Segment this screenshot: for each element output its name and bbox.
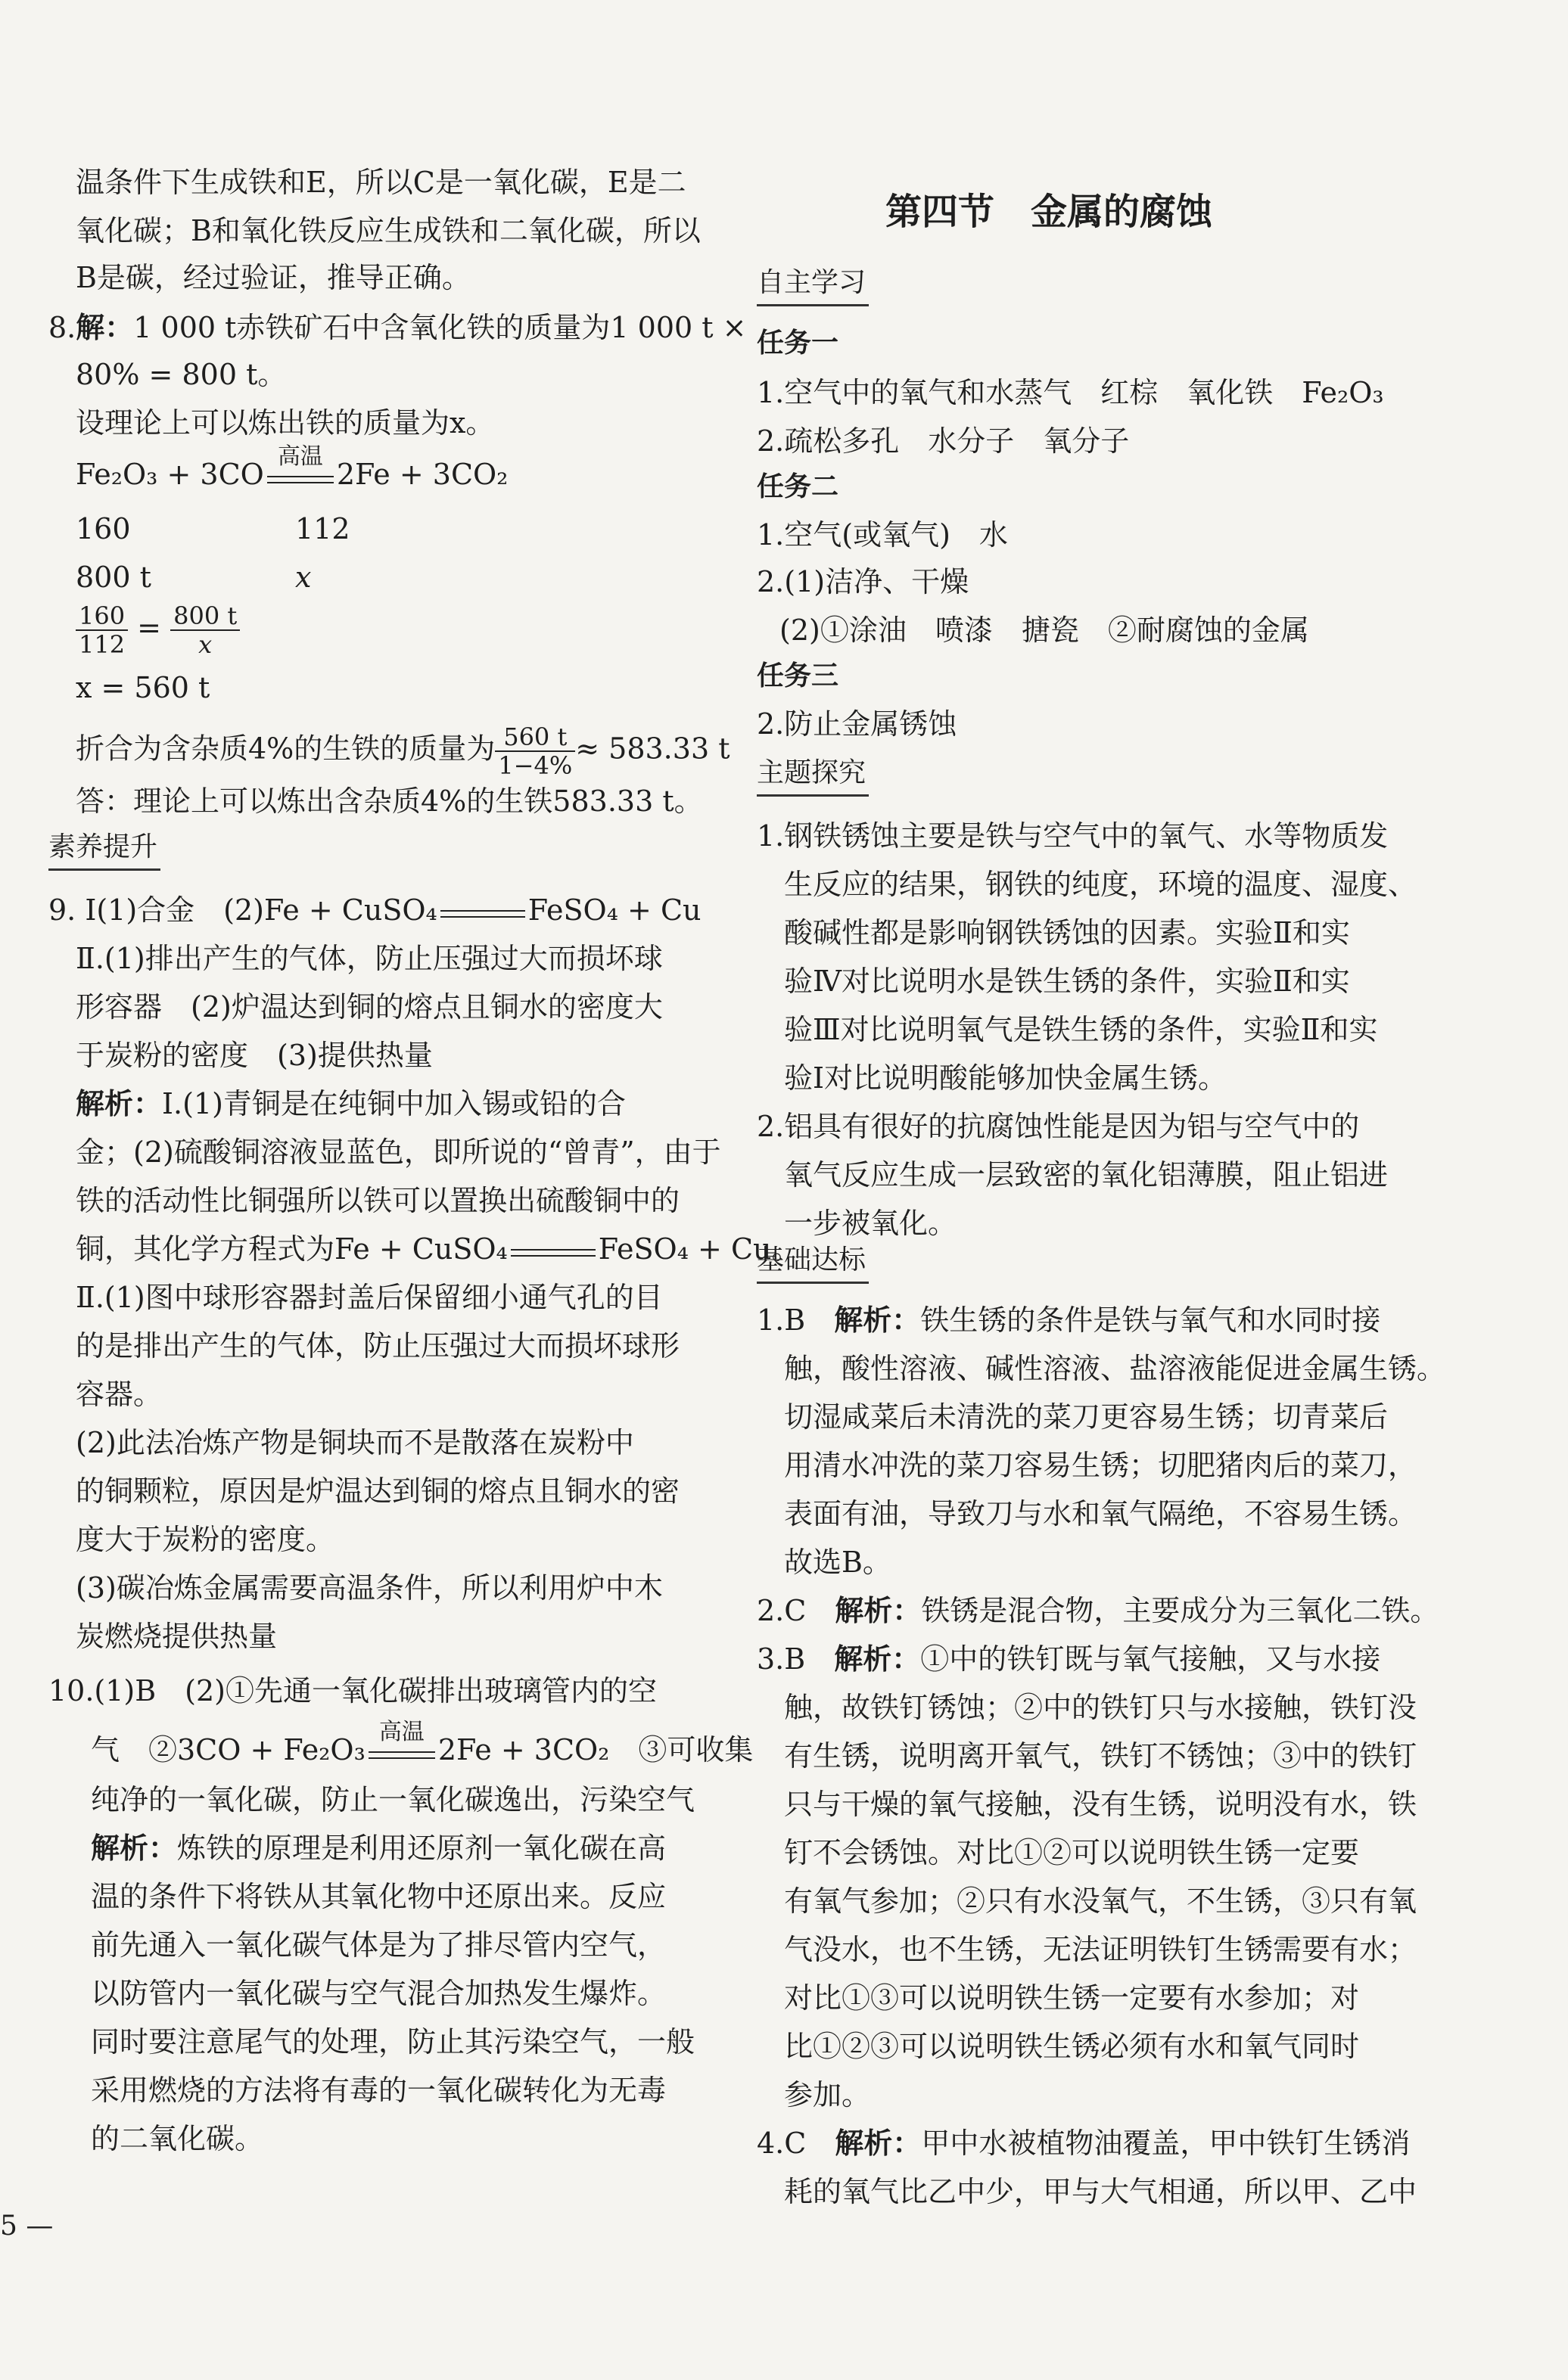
text-line: 用清水冲洗的菜刀容易生锈；切肥猪肉后的菜刀， xyxy=(784,1449,1417,1482)
q10-text: 2Fe + 3CO₂ ③可收集 xyxy=(437,1733,754,1766)
text-line: 表面有油，导致刀与水和氧气隔绝，不容易生锈。 xyxy=(784,1497,1417,1530)
conversion-text: 折合为含杂质4%的生铁的质量为 xyxy=(76,732,496,766)
text-line: 炭燃烧提供热量 xyxy=(76,1620,278,1653)
task-heading: 任务一 xyxy=(757,328,839,359)
answer-choice: 2.C xyxy=(757,1594,835,1627)
analysis-text: ①中的铁钉既与氧气接触，又与水接 xyxy=(920,1642,1381,1676)
analysis-text: 铁锈是混合物，主要成分为三氧化二铁。 xyxy=(921,1594,1439,1627)
equals-arrow xyxy=(437,898,528,928)
text-line: x = 560 t xyxy=(76,671,210,704)
analysis-label: 解析： xyxy=(835,1594,922,1627)
analysis-text: FeSO₄ + Cu。 xyxy=(598,1232,801,1266)
equals-arrow xyxy=(508,1237,599,1267)
equation xyxy=(76,443,509,492)
text-line: 参加。 xyxy=(784,2078,871,2111)
conversion-line xyxy=(76,723,730,779)
numerator: 560 t xyxy=(495,723,575,752)
analysis-text: 铜，其化学方程式为Fe + CuSO₄ xyxy=(76,1232,508,1266)
eq-products: 2Fe + 3CO₂ xyxy=(336,458,509,491)
reaction-condition: 高温 xyxy=(378,1718,425,1745)
text-line: 有氧气参加；②只有水没氧气，不生锈，③只有氧 xyxy=(784,1884,1417,1918)
section-title: 第四节 金属的腐蚀 xyxy=(885,191,1213,233)
text-line: (3)碳冶炼金属需要高温条件，所以利用炉中木 xyxy=(76,1571,663,1605)
text-line: 验Ⅲ对比说明氧气是铁生锈的条件，实验Ⅱ和实 xyxy=(784,1013,1378,1046)
text-line: 形容器 (2)炉温达到铜的熔点且铜水的密度大 xyxy=(76,990,663,1024)
reaction-condition: 高温 xyxy=(277,443,323,470)
text-line: 氧气反应生成一层致密的氧化铝薄膜，阻止铝进 xyxy=(784,1158,1389,1192)
text-line: 钉不会锈蚀。对比①②可以说明铁生锈一定要 xyxy=(784,1836,1360,1869)
denominator: 1−4% xyxy=(498,751,573,780)
answer-item xyxy=(757,1303,1380,1338)
analysis-label: 解析： xyxy=(76,1087,163,1120)
text-line: 耗的氧气比乙中少，甲与大气相通，所以甲、乙中 xyxy=(784,2175,1417,2208)
q9-text: 9. Ⅰ(1)合金 (2)Fe + CuSO₄ xyxy=(48,893,437,927)
conversion-result: ≈ 583.33 t xyxy=(575,732,730,766)
reaction-arrow xyxy=(264,443,337,492)
analysis-text: 甲中水被植物油覆盖，甲中铁钉生锈消 xyxy=(921,2127,1411,2160)
text-line: 金；(2)硫酸铜溶液显蓝色，即所说的“曾青”，由于 xyxy=(76,1136,721,1169)
reaction-arrow xyxy=(366,1718,438,1768)
text-line: 的是排出产生的气体，防止压强过大而损坏球形 xyxy=(76,1329,680,1362)
equation-line xyxy=(76,1232,801,1267)
text-line: 一步被氧化。 xyxy=(784,1207,957,1240)
text-line: 铁的活动性比铜强所以铁可以置换出硫酸铜中的 xyxy=(76,1184,680,1217)
analysis-text: Ⅰ.(1)青铜是在纯铜中加入锡或铅的合 xyxy=(162,1087,626,1120)
mass-value: 112 xyxy=(295,512,350,545)
q8-text: 1 000 t赤铁矿石中含氧化铁的质量为1 000 t × xyxy=(133,311,747,344)
mass-value: 160 xyxy=(76,512,131,545)
task-heading: 任务三 xyxy=(757,660,839,691)
text-line: 1.空气中的氧气和水蒸气 红棕 氧化铁 Fe₂O₃ xyxy=(757,376,1384,409)
numerator: 160 xyxy=(76,602,128,631)
text-line: 的二氧化碳。 xyxy=(91,2122,264,2155)
text-line: 容器。 xyxy=(76,1378,163,1411)
text-line: 酸碱性都是影响钢铁锈蚀的因素。实验Ⅱ和实 xyxy=(784,916,1350,949)
analysis-text: 铁生锈的条件是铁与氧气和水同时接 xyxy=(920,1303,1381,1337)
fraction xyxy=(495,723,575,779)
text-line: 触，故铁钉锈蚀；②中的铁钉只与水接触，铁钉没 xyxy=(784,1691,1417,1724)
text-line: 同时要注意尾气的处理，防止其污染空气，一般 xyxy=(91,2025,695,2058)
analysis-label: 解析： xyxy=(835,2127,922,2160)
text-line: 前先通入一氧化碳气体是为了排尽管内空气， xyxy=(91,1928,667,1962)
text-line: 于炭粉的密度 (3)提供热量 xyxy=(76,1039,433,1072)
text-line: 比①②③可以说明铁生锈必须有水和氧气同时 xyxy=(784,2030,1360,2063)
text-line: 氧化碳；B和氧化铁反应生成铁和二氧化碳，所以 xyxy=(76,214,701,247)
answer-choice: 1.B xyxy=(757,1303,835,1337)
analysis-label: 解析： xyxy=(834,1303,921,1337)
answer-choice: 4.C xyxy=(757,2127,835,2160)
text-line: 切湿咸菜后未清洗的菜刀更容易生锈；切青菜后 xyxy=(784,1400,1389,1434)
text-line: 2.铝具有很好的抗腐蚀性能是因为铝与空气中的 xyxy=(757,1110,1360,1143)
q8-number: 8. xyxy=(48,311,76,344)
text-line: 度大于炭粉的密度。 xyxy=(76,1523,335,1556)
text-line: 温的条件下将铁从其氧化物中还原出来。反应 xyxy=(91,1880,667,1913)
text-line: 2.(1)洁净、干燥 xyxy=(757,565,969,598)
q9-text: FeSO₄ + Cu xyxy=(527,893,702,927)
text-line: 温条件下生成铁和E，所以C是一氧化碳，E是二 xyxy=(76,166,686,199)
text-line: 验Ⅳ对比说明水是铁生锈的条件，实验Ⅱ和实 xyxy=(784,965,1350,998)
numerator: 800 t xyxy=(170,602,240,631)
text-line: 纯净的一氧化碳，防止一氧化碳逸出，污染空气 xyxy=(91,1783,695,1816)
task-heading: 任务二 xyxy=(757,471,839,502)
section-heading-zhuti: 主题探究 xyxy=(757,757,869,797)
analysis-label: 解析： xyxy=(834,1642,921,1676)
text-line: 有生锈，说明离开氧气，铁钉不锈蚀；③中的铁钉 xyxy=(784,1739,1417,1773)
q8-line xyxy=(48,310,746,345)
text-line: 的铜颗粒，原因是炉温达到铜的熔点且铜水的密 xyxy=(76,1474,680,1508)
fraction xyxy=(76,602,128,658)
section-heading-zizhu: 自主学习 xyxy=(757,266,869,306)
mass-value: x xyxy=(295,561,312,594)
text-line: 触，酸性溶液、碱性溶液、盐溶液能促进金属生锈。 xyxy=(784,1352,1446,1385)
equals-sign: = xyxy=(137,611,162,645)
text-line: 2.防止金属锈蚀 xyxy=(757,707,957,741)
q10-line: 10.(1)B (2)①先通一氧化碳排出玻璃管内的空 xyxy=(48,1674,658,1707)
text-line: 80% = 800 t。 xyxy=(76,358,287,391)
denominator: 112 xyxy=(79,630,126,659)
text-line: 设理论上可以炼出铁的质量为x。 xyxy=(76,406,495,440)
denominator: x xyxy=(198,630,213,659)
text-line: 只与干燥的氧气接触，没有生锈，说明没有水，铁 xyxy=(784,1788,1417,1821)
answer-line: 答：理论上可以炼出含杂质4%的生铁583.33 t。 xyxy=(76,785,703,818)
text-line: 1.钢铁锈蚀主要是铁与空气中的氧气、水等物质发 xyxy=(757,819,1389,853)
q9-line xyxy=(48,893,702,928)
answer-item xyxy=(757,2126,1410,2161)
q10-text: 气 ②3CO + Fe₂O₃ xyxy=(91,1733,366,1766)
text-line: 气没水，也不生锈，无法证明铁钉生锈需要有水； xyxy=(784,1933,1417,1966)
text-line: B是碳，经过验证，推导正确。 xyxy=(76,261,471,294)
text-line: Ⅱ.(1)排出产生的气体，防止压强过大而损坏球 xyxy=(76,942,663,975)
analysis-text: 炼铁的原理是利用还原剂一氧化碳在高 xyxy=(177,1832,667,1865)
fraction xyxy=(170,602,240,658)
analysis-label: 解析： xyxy=(91,1832,178,1865)
text-line: (2)此法冶炼产物是铜块而不是散落在炭粉中 xyxy=(76,1426,634,1459)
page-number: 5 — xyxy=(0,2211,54,2242)
text-line: 故选B。 xyxy=(784,1546,891,1579)
equation-line xyxy=(91,1718,754,1768)
text-line: 采用燃烧的方法将有毒的一氧化碳转化为无毒 xyxy=(91,2074,667,2107)
text-line: Ⅱ.(1)图中球形容器封盖后保留细小通气孔的目 xyxy=(76,1281,663,1314)
section-heading-suyang: 素养提升 xyxy=(48,831,160,871)
text-line: 验Ⅰ对比说明酸能够加快金属生锈。 xyxy=(784,1061,1227,1095)
q9-analysis-line xyxy=(76,1086,626,1121)
q8-label: 解： xyxy=(76,311,134,344)
text-line: (2)①涂油 喷漆 搪瓷 ②耐腐蚀的金属 xyxy=(779,614,1309,647)
answer-item xyxy=(757,1642,1380,1676)
eq-reactants: Fe₂O₃ + 3CO xyxy=(76,458,264,491)
text-line: 对比①③可以说明铁生锈一定要有水参加；对 xyxy=(784,1981,1360,2015)
text-line: 以防管内一氧化碳与空气混合加热发生爆炸。 xyxy=(91,1977,667,2010)
section-heading-jichu: 基础达标 xyxy=(757,1244,869,1284)
text-line: 2.疏松多孔 水分子 氧分子 xyxy=(757,424,1130,458)
q10-analysis-line xyxy=(91,1831,666,1866)
proportion xyxy=(76,602,240,658)
text-line: 1.空气(或氧气) 水 xyxy=(757,518,1008,552)
text-line: 生反应的结果，钢铁的纯度，环境的温度、湿度、 xyxy=(784,868,1417,901)
mass-value: 800 t xyxy=(76,561,151,594)
answer-item xyxy=(757,1593,1439,1628)
answer-choice: 3.B xyxy=(757,1642,835,1676)
